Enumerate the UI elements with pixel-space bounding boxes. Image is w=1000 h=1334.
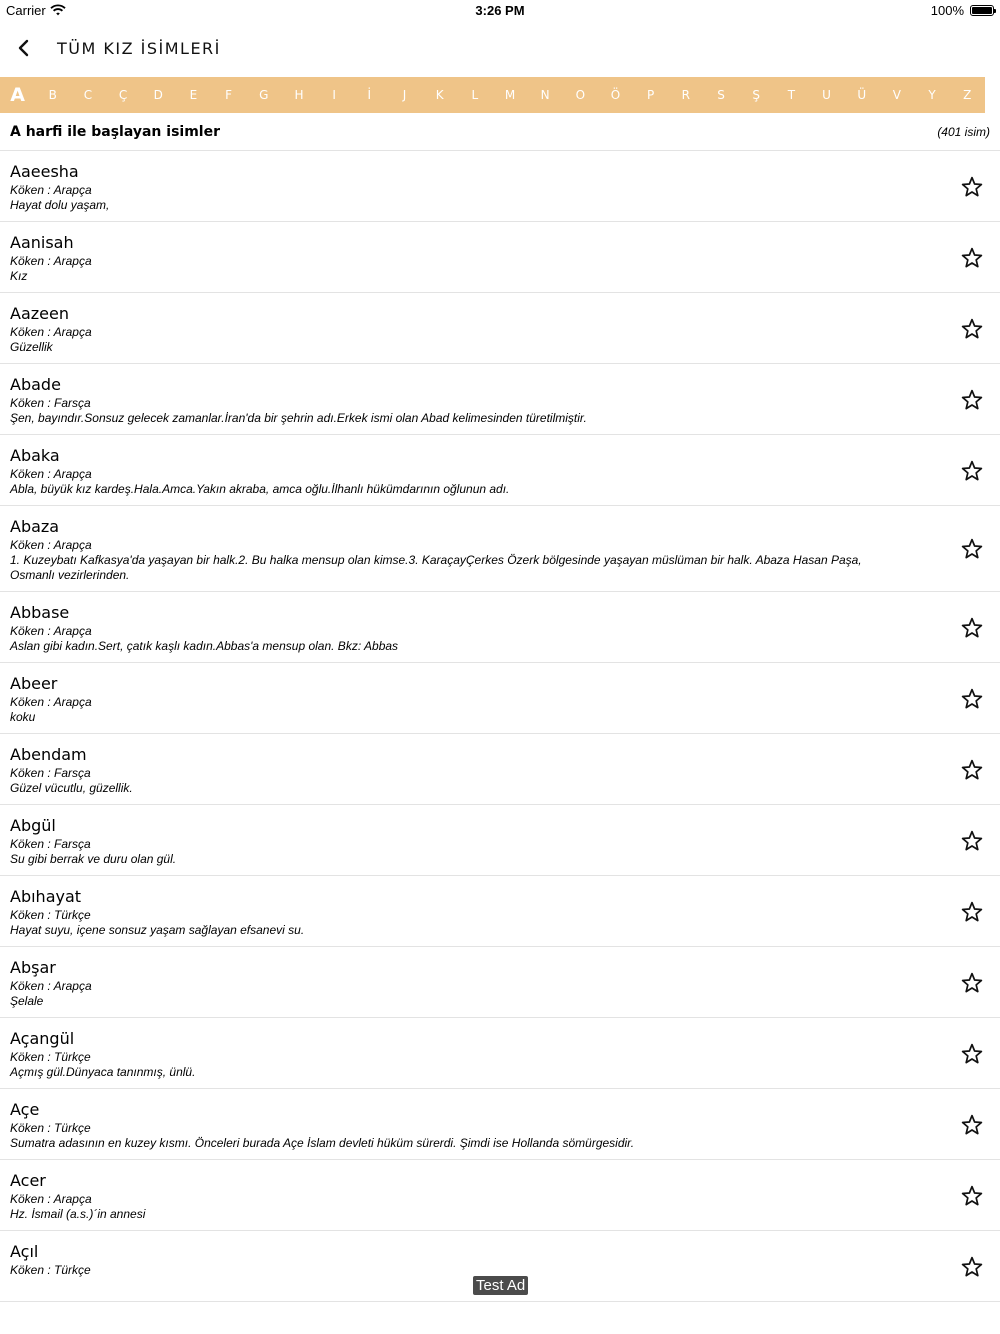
origin-label: Köken : <box>10 624 54 638</box>
name-list-item[interactable] <box>0 364 1000 435</box>
meaning-text: Güzel vücutlu, güzellik. <box>10 781 133 795</box>
letter-tab[interactable]: Ü <box>857 88 867 102</box>
letter-tab[interactable]: J <box>402 88 407 102</box>
letter-tab[interactable]: S <box>717 88 725 102</box>
name-list-item[interactable] <box>0 1160 1000 1231</box>
letter-tab[interactable]: H <box>294 88 304 102</box>
name-text: Abıhayat <box>10 887 82 906</box>
status-time: 3:26 PM <box>475 3 525 18</box>
letter-tab[interactable]: T <box>787 88 796 102</box>
meaning-text: Güzellik <box>10 340 53 354</box>
meaning-text: Aslan gibi kadın.Sert, çatık kaşlı kadın.Abbas'a mensup olan. Bkz: Abbas <box>10 639 399 653</box>
origin-label: Köken : <box>10 837 55 851</box>
name-list-item[interactable] <box>0 805 1000 876</box>
origin-value: Farsça <box>54 766 91 780</box>
letter-tab[interactable]: D <box>153 88 163 102</box>
star-icon[interactable] <box>960 459 984 483</box>
name-text: Abgül <box>10 816 56 835</box>
meaning-text: Şelale <box>10 994 44 1008</box>
name-text: Abendam <box>10 745 87 764</box>
name-text: Açıl <box>10 1242 39 1261</box>
origin-value: Arapça <box>53 538 92 552</box>
origin-label: Köken : <box>10 538 54 552</box>
star-icon[interactable] <box>960 537 984 561</box>
letter-tab[interactable]: L <box>471 88 479 102</box>
letter-tab[interactable]: U <box>822 88 831 102</box>
meaning-text: Kız <box>10 269 28 283</box>
meaning-text: 1. Kuzeybatı Kafkasya'da yaşayan bir halk.2. Bu halka mensup olan kimse.3. KaraçayÇerkes Özerk bölgesinde yaşayan müslüman bir halk. Abaza Hasan Paşa, Osmanlı vezirlerinden. <box>10 553 862 582</box>
letter-tab[interactable]: O <box>575 88 586 102</box>
status-bar <box>0 0 1000 20</box>
battery-icon <box>970 5 994 16</box>
name-text: Abaza <box>10 517 60 536</box>
origin-line <box>10 979 900 994</box>
name-text: Abeer <box>10 674 58 693</box>
letter-tab[interactable]: N <box>540 88 550 102</box>
origin-label: Köken : <box>10 908 55 922</box>
star-icon[interactable] <box>960 317 984 341</box>
page-title: TÜM KIZ İSİMLERİ <box>57 39 221 58</box>
name-list-item[interactable] <box>0 506 1000 592</box>
meaning-text: Su gibi berrak ve duru olan gül. <box>10 852 177 866</box>
star-icon[interactable] <box>960 1255 984 1279</box>
letter-tab[interactable]: Ö <box>610 88 621 102</box>
letter-tab[interactable]: F <box>225 88 233 102</box>
origin-value: Türkçe <box>54 1121 91 1135</box>
origin-line <box>10 1121 900 1136</box>
origin-value: Arapça <box>53 254 92 268</box>
letter-tab[interactable]: Ş <box>752 88 760 102</box>
origin-line <box>10 695 900 710</box>
origin-line <box>10 908 900 923</box>
origin-label: Köken : <box>10 1050 55 1064</box>
name-list-item[interactable] <box>0 592 1000 663</box>
name-list-item[interactable] <box>0 663 1000 734</box>
origin-value: Arapça <box>53 624 92 638</box>
origin-line <box>10 837 900 852</box>
origin-value: Arapça <box>53 695 92 709</box>
origin-value: Farsça <box>54 396 91 410</box>
star-icon[interactable] <box>960 1042 984 1066</box>
ad-banner[interactable]: Test Ad <box>473 1276 528 1295</box>
meaning-text: Hayat suyu, içene sonsuz yaşam sağlayan efsanevi su. <box>10 923 305 937</box>
origin-label: Köken : <box>10 766 55 780</box>
star-icon[interactable] <box>960 388 984 412</box>
origin-line <box>10 538 900 553</box>
origin-value: Türkçe <box>54 1263 91 1277</box>
star-icon[interactable] <box>960 687 984 711</box>
name-text: Abbase <box>10 603 70 622</box>
origin-line <box>10 325 900 340</box>
battery-percentage: 100% <box>930 3 964 18</box>
letter-tab[interactable]: B <box>48 88 57 102</box>
star-icon[interactable] <box>960 616 984 640</box>
meaning-text: Abla, büyük kız kardeş.Hala.Amca.Yakın akraba, amca oğlu.İlhanlı hükümdarının oğlunun adı. <box>10 482 510 496</box>
name-text: Abaka <box>10 446 60 465</box>
name-text: Açangül <box>10 1029 75 1048</box>
name-text: Abade <box>10 375 61 394</box>
origin-value: Arapça <box>53 183 92 197</box>
letter-tab[interactable]: M <box>504 88 516 102</box>
star-icon[interactable] <box>960 758 984 782</box>
origin-line <box>10 1050 900 1065</box>
letter-tab[interactable]: I <box>332 88 336 102</box>
origin-line <box>10 1192 900 1207</box>
star-icon[interactable] <box>960 1113 984 1137</box>
name-text: Aanisah <box>10 233 74 252</box>
name-list-item[interactable] <box>0 1089 1000 1160</box>
origin-line <box>10 624 900 639</box>
origin-label: Köken : <box>10 1263 55 1277</box>
origin-label: Köken : <box>10 325 54 339</box>
star-icon[interactable] <box>960 1184 984 1208</box>
origin-line <box>10 396 900 411</box>
name-count: (401 isim) <box>937 125 990 139</box>
letter-tab[interactable]: Z <box>963 88 972 102</box>
origin-label: Köken : <box>10 183 54 197</box>
origin-value: Türkçe <box>54 1050 91 1064</box>
origin-line <box>10 467 900 482</box>
origin-line <box>10 1263 900 1278</box>
name-text: Açe <box>10 1100 40 1119</box>
carrier-label: Carrier <box>6 3 46 18</box>
alphabet-filter-bar <box>0 77 985 113</box>
origin-label: Köken : <box>10 396 55 410</box>
name-list-item[interactable] <box>0 1018 1000 1089</box>
origin-line <box>10 183 900 198</box>
letter-tab[interactable]: R <box>681 88 691 102</box>
letter-tab[interactable]: İ <box>367 88 372 102</box>
star-icon[interactable] <box>960 175 984 199</box>
section-title: A harfi ile başlayan isimler <box>10 124 220 140</box>
name-list-item[interactable] <box>0 151 1000 222</box>
meaning-text: Şen, bayındır.Sonsuz gelecek zamanlar.İran'da bir şehrin adı.Erkek ismi olan Abad kelimesinden türetilmiştir. <box>10 411 587 425</box>
name-text: Aaeesha <box>10 162 79 181</box>
meaning-text: Hz. İsmail (a.s.)´in annesi <box>10 1207 146 1221</box>
origin-label: Köken : <box>10 467 54 481</box>
letter-tab[interactable]: Ç <box>118 88 128 102</box>
name-list-item[interactable] <box>0 293 1000 364</box>
origin-line <box>10 766 900 781</box>
origin-value: Arapça <box>53 467 92 481</box>
star-icon[interactable] <box>960 246 984 270</box>
letter-tab[interactable]: V <box>892 88 901 102</box>
star-icon[interactable] <box>960 829 984 853</box>
origin-line <box>10 254 900 269</box>
origin-label: Köken : <box>10 254 54 268</box>
origin-label: Köken : <box>10 1192 54 1206</box>
meaning-text: Açmış gül.Dünyaca tanınmış, ünlü. <box>10 1065 196 1079</box>
star-icon[interactable] <box>960 971 984 995</box>
chevron-left-icon <box>10 34 38 62</box>
letter-tab[interactable]: C <box>83 88 93 102</box>
origin-label: Köken : <box>10 695 54 709</box>
name-list-item[interactable] <box>0 734 1000 805</box>
name-list-item[interactable] <box>0 947 1000 1018</box>
navigation-bar <box>0 20 1000 76</box>
letter-tab[interactable]: E <box>189 88 198 102</box>
letter-tab[interactable]: P <box>647 88 655 102</box>
star-icon[interactable] <box>960 900 984 924</box>
name-text: Acer <box>10 1171 46 1190</box>
letter-tab[interactable]: K <box>435 88 444 102</box>
name-list-item[interactable] <box>0 222 1000 293</box>
letter-tab[interactable]: A <box>10 84 25 106</box>
meaning-text: koku <box>10 710 36 724</box>
origin-label: Köken : <box>10 1121 55 1135</box>
name-list-item[interactable] <box>0 876 1000 947</box>
letter-tab[interactable]: Y <box>928 88 936 102</box>
name-text: Aazeen <box>10 304 69 323</box>
name-list-item[interactable] <box>0 435 1000 506</box>
origin-value: Türkçe <box>54 908 91 922</box>
name-text: Abşar <box>10 958 56 977</box>
section-header <box>0 114 1000 151</box>
origin-label: Köken : <box>10 979 54 993</box>
meaning-text: Sumatra adasının en kuzey kısmı. Önceleri burada Açe İslam devleti hüküm sürerdi. Şimdi ise Hollanda sömürgesidir. <box>10 1136 635 1150</box>
origin-value: Arapça <box>53 979 92 993</box>
back-button[interactable] <box>10 34 38 62</box>
origin-value: Farsça <box>54 837 91 851</box>
letter-tab[interactable]: G <box>259 88 269 102</box>
origin-value: Arapça <box>53 325 92 339</box>
names-list[interactable] <box>0 151 1000 1277</box>
meaning-text: Hayat dolu yaşam, <box>10 198 110 212</box>
origin-value: Arapça <box>53 1192 92 1206</box>
